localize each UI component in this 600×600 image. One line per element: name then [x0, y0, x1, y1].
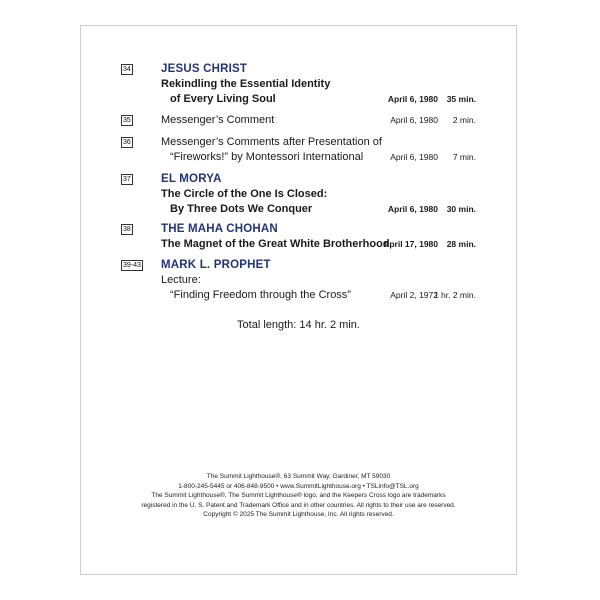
title-text: of Every Living Soul	[170, 93, 276, 105]
title-line	[161, 150, 516, 165]
total-length: Total length: 14 hr. 2 min.	[237, 319, 360, 331]
footer-trademark: The Summit Lighthouse®, The Summit Lighthouse® logo, and the Keepers Cross logo are trademarks	[151, 492, 446, 499]
title-text: Lecture:	[161, 274, 201, 286]
recording-date: April 6, 1980	[387, 94, 438, 104]
speaker-name: JESUS CHRIST	[161, 63, 248, 75]
track-number: 37	[123, 176, 131, 183]
title-text: By Three Dots We Conquer	[170, 203, 313, 215]
track-length: 35 min.	[446, 94, 476, 104]
track-length: 1 hr. 2 min.	[433, 290, 476, 300]
entry-content	[161, 135, 516, 165]
title-line	[161, 187, 516, 202]
track-length: 2 min.	[452, 115, 476, 125]
track-length: 28 min.	[446, 239, 476, 249]
title-line	[161, 237, 516, 252]
track-listing-page	[80, 25, 517, 575]
entry-content	[161, 62, 516, 107]
publisher-footer	[81, 472, 516, 520]
title-text: Messenger’s Comments after Presentation of	[161, 136, 382, 148]
footer-copyright: Copyright © 2025 The Summit Lighthouse, Inc. All rights reserved.	[203, 511, 394, 518]
footer-address: The Summit Lighthouse®, 63 Summit Way, Gardiner, MT 59030	[206, 473, 391, 480]
title-text: “Finding Freedom through the Cross”	[170, 289, 351, 301]
title-text: The Magnet of the Great White Brotherhood	[161, 238, 390, 250]
speaker-name: THE MAHA CHOHAN	[161, 223, 278, 235]
title-line	[161, 273, 516, 288]
title-text: Rekindling the Essential Identity	[161, 78, 331, 90]
recording-date: April 6, 1980	[387, 204, 438, 214]
title-text: Messenger’s Comment	[161, 114, 275, 126]
title-line	[161, 77, 516, 92]
speaker-name: EL MORYA	[161, 173, 222, 185]
title-line	[161, 288, 516, 303]
entry-content	[161, 258, 516, 303]
footer-contact: 1-800-245-5445 or 406-848-9500 • www.SummitLighthouse.org • TSLinfo@TSL.org	[178, 482, 419, 490]
track-number: 35	[123, 117, 131, 124]
track-number: 34	[123, 66, 131, 73]
track-length: 30 min.	[446, 204, 476, 214]
track-number: 38	[123, 226, 131, 233]
track-number: 36	[123, 139, 131, 146]
title-line	[161, 135, 516, 150]
title-text: “Fireworks!” by Montessori International	[170, 151, 364, 163]
recording-date: April 6, 1980	[390, 152, 438, 162]
entry-content	[161, 222, 516, 252]
title-line	[161, 92, 516, 107]
speaker-name: MARK L. PROPHET	[161, 259, 271, 271]
title-line	[161, 113, 516, 128]
entry-content	[161, 113, 516, 128]
recording-date: April 6, 1980	[390, 115, 438, 125]
title-line	[161, 202, 516, 217]
entry-content	[161, 172, 516, 217]
title-text: The Circle of the One Is Closed:	[161, 188, 328, 200]
recording-date: April 17, 1980	[383, 239, 438, 249]
footer-trademark-cont: registered in the U. S. Patent and Trademark Office and in other countries. All rights to their use are reserved.	[141, 501, 456, 509]
recording-date: April 2, 1972	[390, 290, 438, 300]
track-length: 7 min.	[452, 152, 476, 162]
track-number: 39-43	[123, 262, 141, 269]
